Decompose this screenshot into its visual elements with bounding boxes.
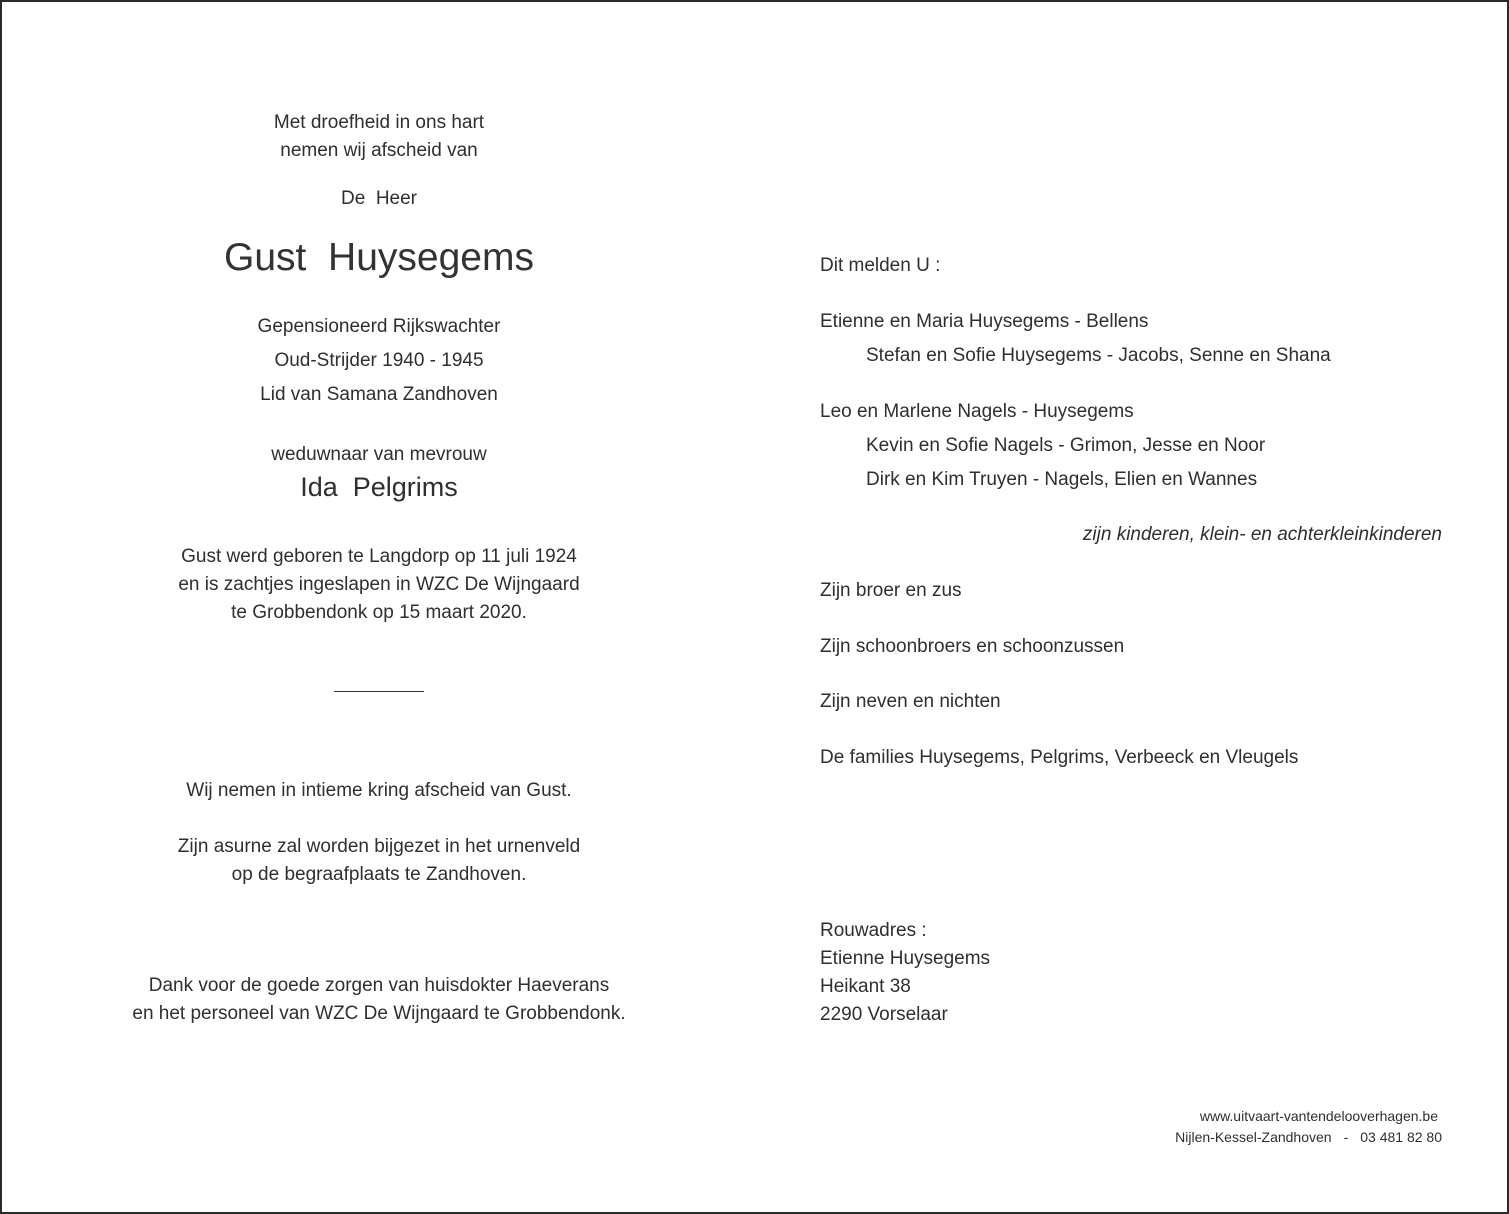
role-line-2: Oud-Strijder 1940 - 1945 <box>274 350 484 371</box>
burial-line-1: Zijn asurne zal worden bijgezet in het urnenveld <box>177 836 581 857</box>
relatives-line-4: De families Huysegems, Pelgrims, Verbeeck en Vleugels <box>820 747 1299 768</box>
deceased-name: Gust Huysegems <box>224 236 534 279</box>
role-line-1: Gepensioneerd Rijkswachter <box>257 316 501 337</box>
announce-line: Dit melden U : <box>820 255 941 276</box>
burial-line-2: op de begraafplaats te Zandhoven. <box>231 864 527 885</box>
contact-line <box>1175 1128 1442 1146</box>
separator: - <box>1343 1129 1349 1145</box>
relatives-line-3: Zijn neven en nichten <box>820 691 1001 712</box>
life-line-2: en is zachtjes ingeslapen in WZC De Wijngaard <box>178 574 580 595</box>
address-street: Heikant 38 <box>820 976 911 997</box>
address-label: Rouwadres : <box>820 920 927 941</box>
life-line-3: te Grobbendonk op 15 maart 2020. <box>231 602 527 623</box>
children-caption: zijn kinderen, klein- en achterkleinkinderen <box>1082 524 1442 545</box>
thanks-line-2: en het personeel van WZC De Wijngaard te Grobbendonk. <box>132 1003 626 1024</box>
life-line-1: Gust werd geboren te Langdorp op 11 juli 1924 <box>181 546 577 567</box>
locations: Nijlen-Kessel-Zandhoven <box>1175 1129 1332 1145</box>
intro-line-2: nemen wij afscheid van <box>280 140 478 161</box>
thanks-line-1: Dank voor de goede zorgen van huisdokter Haeverans <box>148 975 610 996</box>
family-2-sub-2: Dirk en Kim Truyen - Nagels, Elien en Wannes <box>866 469 1258 490</box>
intro-line-1: Met droefheid in ons hart <box>273 112 485 133</box>
honorific: De Heer <box>340 188 418 209</box>
website-link[interactable]: www.uitvaart-vantendelooverhagen.be <box>1199 1108 1438 1124</box>
divider <box>334 691 424 692</box>
spouse-name: Ida Pelgrims <box>300 472 458 502</box>
phone-number: 03 481 82 80 <box>1360 1129 1442 1145</box>
relatives-line-1: Zijn broer en zus <box>820 580 962 601</box>
family-1-sub-1: Stefan en Sofie Huysegems - Jacobs, Senne en Shana <box>866 345 1331 366</box>
address-name: Etienne Huysegems <box>820 948 991 969</box>
family-2-sub-1: Kevin en Sofie Nagels - Grimon, Jesse en Noor <box>866 435 1266 456</box>
family-1-main: Etienne en Maria Huysegems - Bellens <box>820 311 1149 332</box>
farewell-line: Wij nemen in intieme kring afscheid van Gust. <box>186 780 572 801</box>
relatives-line-2: Zijn schoonbroers en schoonzussen <box>820 636 1125 657</box>
role-line-3: Lid van Samana Zandhoven <box>260 384 498 405</box>
widower-line: weduwnaar van mevrouw <box>271 444 487 465</box>
family-2-main: Leo en Marlene Nagels - Huysegems <box>820 401 1134 422</box>
address-city: 2290 Vorselaar <box>820 1004 948 1025</box>
